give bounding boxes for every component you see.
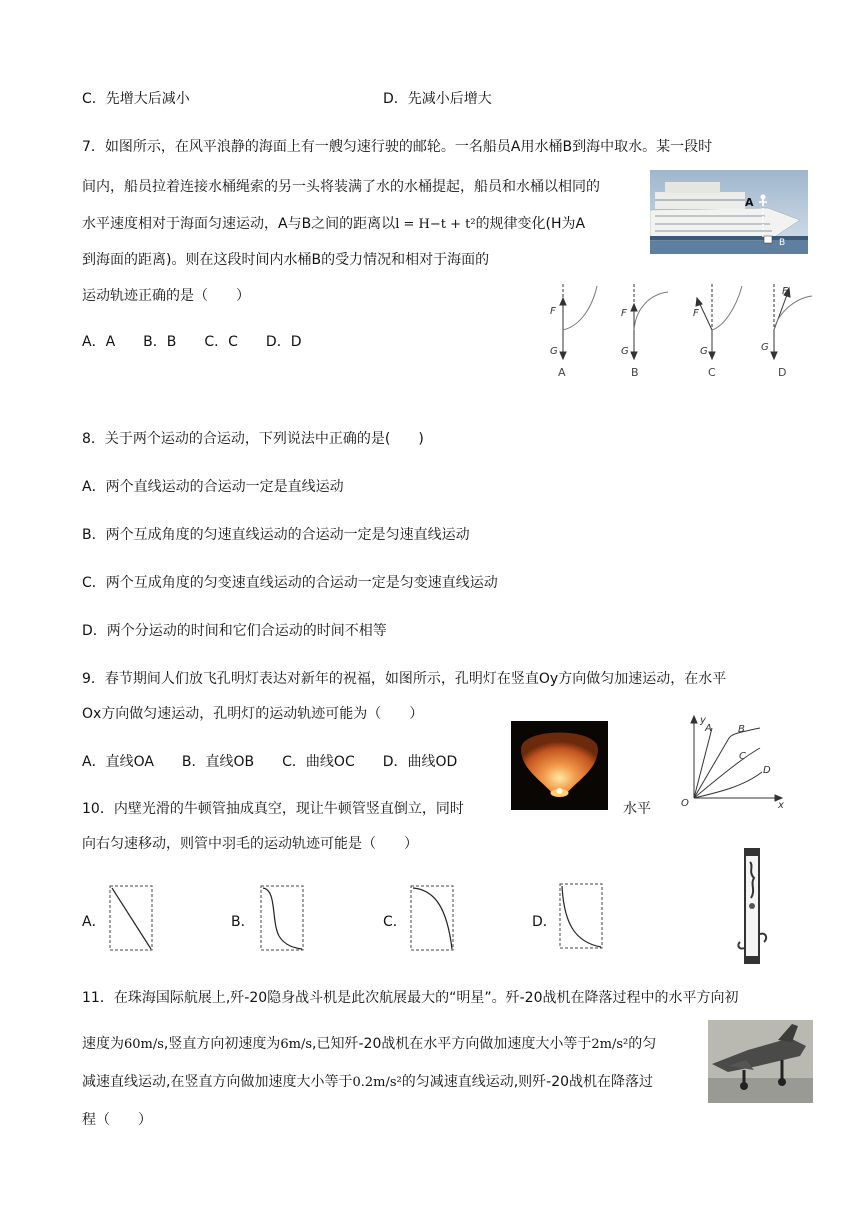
q6-option-d: D．先减小后增大	[383, 91, 492, 107]
q9-stem-line2: Ox方向做匀速运动，孔明灯的运动轨迹可能为（ ）	[82, 706, 424, 722]
q7-fig-d-force-g: G	[761, 342, 769, 353]
q11-v0y: 6m/s	[280, 1037, 313, 1052]
q11-ay: 0.2m/s²	[352, 1075, 402, 1090]
q7-options: A．A B．B C．C D．D	[82, 334, 302, 350]
q7-stem-line5: 运动轨迹正确的是（ ）	[82, 288, 250, 304]
q9-axis-y: y	[700, 715, 706, 726]
q9-options: A．直线OA B．直线OB C．曲线OC D．曲线OD	[82, 754, 458, 770]
q9-curve-c: C	[739, 751, 746, 762]
q7-fig-a-force-f: F	[550, 306, 556, 317]
q9-curve-a: A	[705, 723, 712, 734]
q11-line2a: 速度为	[82, 1036, 124, 1052]
cruise-ship-photo	[650, 170, 808, 254]
q7-trajectory-figures	[540, 278, 820, 380]
q7-stem-line2: 间内，船员拉着连接水桶绳索的另一头将装满了水的水桶提起，船员和水桶以相同的	[82, 179, 600, 195]
q11-v0x: 60m/s	[124, 1037, 164, 1052]
q8-option-c: C．两个互成角度的匀变速直线运动的合运动一定是匀变速直线运动	[82, 575, 498, 591]
ship-label-b: B	[779, 238, 786, 248]
q7-fig-label-b: B	[631, 366, 639, 379]
q8-option-a: A．两个直线运动的合运动一定是直线运动	[82, 479, 344, 495]
q9-stem-line1: 9．春节期间人们放飞孔明灯表达对新年的祝福，如图所示，孔明灯在竖直Oy方向做匀加速运动，在水平	[82, 671, 727, 687]
q6-option-c: C．先增大后减小	[82, 91, 190, 107]
q11-stem-line4: 程（ ）	[82, 1112, 152, 1128]
q11-line2b: ,竖直方向初速度为	[163, 1036, 281, 1052]
q11-line2d: 的匀	[628, 1036, 657, 1052]
q11-stem-line2	[82, 1034, 656, 1055]
q9-curve-d: D	[763, 765, 771, 776]
q10-stem-line1b: 水平	[623, 801, 651, 817]
q7-stem-line1: 7．如图所示，在风平浪静的海面上有一艘匀速行驶的邮轮。一名船员A用水桶B到海中取水。某一段时	[82, 139, 713, 155]
q8-stem: 8．关于两个运动的合运动，下列说法中正确的是( )	[82, 431, 424, 447]
q10-label-b: B．	[231, 914, 255, 930]
q11-line3b: 的匀减速直线运动,则歼-20战机在降落过	[401, 1074, 654, 1090]
q11-stem-line1: 11．在珠海国际航展上,歼-20隐身战斗机是此次航展最大的“明星”。歼-20战机在降落过程中的水平方向初	[82, 990, 739, 1006]
ship-label-a: A	[745, 196, 754, 209]
q7-fig-a-force-g: G	[550, 346, 558, 357]
q7-stem-line3b: 的规律变化(H为A	[475, 216, 586, 232]
q9-axis-x: x	[778, 800, 784, 808]
q10-stem-line1a: 10．内壁光滑的牛顿管抽成真空，现让牛顿管竖直倒立，同时	[82, 801, 464, 817]
q10-option-c-figure	[409, 884, 455, 952]
q7-fig-c-force-f: F	[693, 308, 699, 319]
newton-tube-photo	[732, 846, 772, 966]
q10-label-c: C．	[383, 914, 407, 930]
q7-fig-b-force-g: G	[621, 346, 629, 357]
q10-stem-line2: 向右匀速移动，则管中羽毛的运动轨迹可能是（ ）	[82, 836, 418, 852]
q7-stem-line3	[82, 214, 585, 235]
q7-fig-c-force-g: G	[700, 346, 708, 357]
q7-stem-line4: 到海面的距离)。则在这段时间内水桶B的受力情况和相对于海面的	[82, 252, 490, 268]
sky-lantern-photo	[511, 721, 608, 810]
q11-ax: 2m/s²	[591, 1037, 629, 1052]
q8-option-b: B．两个互成角度的匀速直线运动的合运动一定是匀速直线运动	[82, 527, 470, 543]
q8-option-d: D．两个分运动的时间和它们合运动的时间不相等	[82, 623, 387, 639]
q11-stem-line3	[82, 1072, 653, 1093]
q10-label-a: A．	[82, 914, 106, 930]
q11-line3a: 减速直线运动,在竖直方向做加速度大小等于	[82, 1074, 353, 1090]
q10-option-a-figure	[108, 884, 154, 952]
q10-option-d-figure	[558, 882, 604, 950]
q7-fig-b-force-f: F	[621, 308, 627, 319]
q11-line2c: ,已知歼-20战机在水平方向做加速度大小等于	[312, 1036, 592, 1052]
q7-formula: l = H−t + t²	[395, 217, 476, 232]
q7-fig-d-force-f: F	[782, 286, 788, 297]
j20-fighter-photo	[708, 1020, 813, 1103]
q9-trajectory-graph	[676, 712, 788, 808]
q9-origin: O	[681, 798, 689, 808]
q10-option-b-figure	[259, 884, 305, 952]
q7-stem-line3a: 水平速度相对于海面匀速运动，A与B之间的距离以	[82, 216, 396, 232]
q7-fig-label-a: A	[558, 366, 566, 379]
q10-label-d: D．	[532, 914, 557, 930]
q9-curve-b: B	[738, 724, 745, 735]
q7-fig-label-d: D	[778, 366, 787, 379]
q7-fig-label-c: C	[708, 366, 716, 379]
